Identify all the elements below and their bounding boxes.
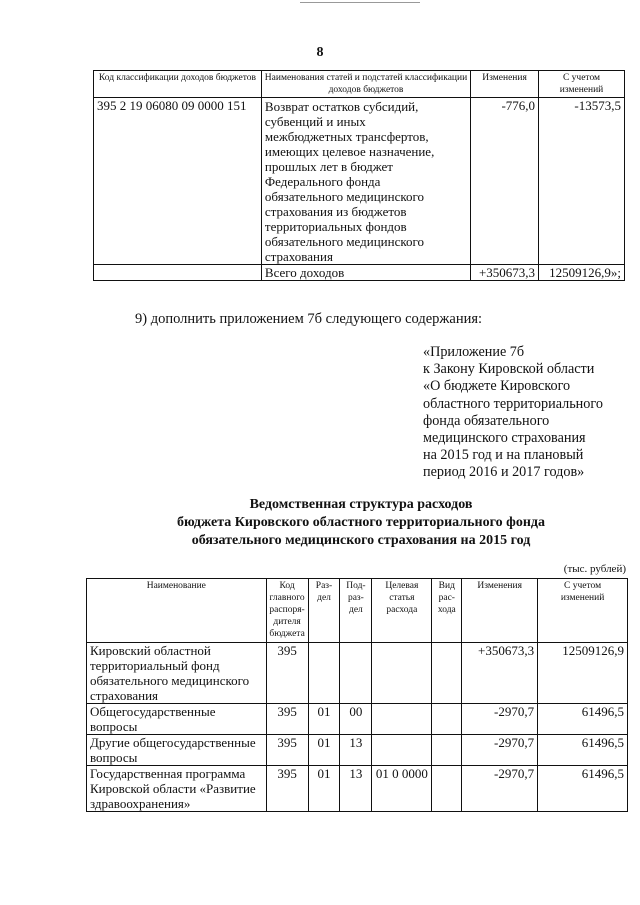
header-expense-type [432, 579, 462, 643]
header-line: С учетом [564, 581, 602, 591]
name-line: имеющих целевое назначение, [264, 144, 435, 159]
row-admin: 395 [266, 735, 308, 766]
header-line: дителя [273, 617, 301, 627]
name-line: Федерального фонда [264, 174, 381, 189]
name-line: страхования из бюджетов [264, 204, 407, 219]
total-change: +350673,3 [471, 265, 539, 281]
header-subsection [340, 579, 372, 643]
total-row [94, 265, 625, 281]
appendix-line: на 2015 год и на плановый [423, 447, 584, 464]
total-empty-cell [94, 265, 262, 281]
row-name [87, 766, 267, 812]
header-line: дел [317, 593, 331, 603]
name-line: обязательного медицинского [264, 189, 425, 204]
income-with-changes: -13573,5 [539, 98, 625, 265]
name-line: страхования [90, 688, 159, 703]
name-line: Кировский областной [90, 643, 211, 658]
header-line: дел [349, 605, 363, 615]
header-code: Код классификации доходов бюджетов [94, 71, 262, 98]
expenditure-table [86, 578, 628, 812]
header-with-changes [538, 579, 628, 643]
total-label: Всего доходов [261, 265, 470, 281]
row-type [432, 643, 462, 704]
row-change: -2970,7 [462, 704, 538, 735]
document-title [0, 496, 640, 550]
row-subsection: 13 [340, 766, 372, 812]
appendix-line: областного территориального [423, 395, 603, 412]
header-with-changes: С учетом изменений [539, 71, 625, 98]
header-line: Код [279, 581, 295, 591]
row-subsection [340, 643, 372, 704]
row-target [372, 643, 432, 704]
scan-top-line [300, 2, 420, 3]
name-line: здравоохранения» [90, 796, 191, 811]
header-target-article [372, 579, 432, 643]
row-section: 01 [308, 704, 340, 735]
appendix-line: к Закону Кировской области [423, 361, 595, 378]
total-with-changes: 12509126,9»; [539, 265, 625, 281]
header-line: хода [437, 605, 456, 615]
header-change: Изменения [462, 579, 538, 643]
title-line: бюджета Кировского областного территориального фонда [177, 515, 545, 530]
header-line: изменений [560, 593, 605, 603]
row-admin: 395 [266, 643, 308, 704]
name-line: территориальный фонд [90, 658, 220, 673]
name-line: субвенций и иных [264, 114, 366, 129]
row-section: 01 [308, 766, 340, 812]
income-table [93, 70, 625, 281]
row-change: -2970,7 [462, 735, 538, 766]
appendix-line: фонда обязательного [423, 412, 550, 429]
table-row [87, 766, 628, 812]
row-with-changes: 12509126,9 [538, 643, 628, 704]
amendment-paragraph: 9) дополнить приложением 7б следующего содержания: [135, 311, 483, 327]
name-line: обязательного медицинского [90, 673, 250, 688]
header-line: рас- [438, 593, 455, 603]
row-target [372, 735, 432, 766]
name-line: вопросы [90, 750, 138, 765]
header-line: Раз- [315, 581, 333, 591]
appendix-line: «Приложение 7б [423, 344, 525, 360]
header-name: Наименование [87, 579, 267, 643]
header-line: Вид [438, 581, 455, 591]
row-type [432, 735, 462, 766]
units-label: (тыс. рублей) [563, 563, 626, 575]
header-name: Наименования статей и подстатей классификации доходов бюджетов [261, 71, 470, 98]
row-name [87, 735, 267, 766]
name-line: Кировской области «Развитие [90, 781, 256, 796]
page-number: 8 [316, 45, 324, 60]
title-line: Ведомственная структура расходов [249, 497, 473, 512]
name-line: обязательного медицинского [264, 234, 425, 249]
name-line: Возврат остатков субсидий, [264, 99, 419, 114]
row-change: -2970,7 [462, 766, 538, 812]
income-table-header [94, 71, 625, 98]
appendix-line: медицинского страхования [423, 430, 586, 447]
name-line: Другие общегосударственные [90, 735, 256, 750]
row-subsection: 00 [340, 704, 372, 735]
row-subsection: 13 [340, 735, 372, 766]
header-line: Целевая [385, 581, 419, 591]
header-line: статья [389, 593, 415, 603]
header-section [308, 579, 340, 643]
header-line: расхода [386, 605, 418, 615]
row-section [308, 643, 340, 704]
income-name [261, 98, 470, 265]
header-admin-code [266, 579, 308, 643]
name-line: страхования [264, 249, 333, 264]
row-section: 01 [308, 735, 340, 766]
income-change: -776,0 [471, 98, 539, 265]
name-line: Государственная программа [90, 766, 246, 781]
row-change: +350673,3 [462, 643, 538, 704]
row-name [87, 704, 267, 735]
appendix-heading [423, 344, 603, 482]
row-with-changes: 61496,5 [538, 766, 628, 812]
name-line: территориальных фондов [264, 219, 407, 234]
header-line: раз- [347, 593, 364, 603]
table-row [87, 643, 628, 704]
table-row [94, 98, 625, 265]
title-line: обязательного медицинского страхования на 2015 год [191, 533, 531, 548]
row-with-changes: 61496,5 [538, 735, 628, 766]
income-code: 395 2 19 06080 09 0000 151 [94, 98, 262, 265]
header-line: главного [269, 593, 305, 603]
row-type [432, 766, 462, 812]
row-admin: 395 [266, 704, 308, 735]
expenditure-table-header [87, 579, 628, 643]
name-line: Общегосударственные [90, 704, 216, 719]
header-line: бюджета [269, 629, 305, 639]
appendix-line: период 2016 и 2017 годов» [423, 464, 585, 481]
row-target [372, 704, 432, 735]
row-name [87, 643, 267, 704]
name-line: межбюджетных трансфертов, [264, 129, 429, 144]
table-row [87, 735, 628, 766]
name-line: вопросы [90, 719, 138, 734]
row-type [432, 704, 462, 735]
header-line: распоря- [269, 605, 305, 615]
table-row [87, 704, 628, 735]
row-admin: 395 [266, 766, 308, 812]
name-line: прошлых лет в бюджет [264, 159, 393, 174]
header-change: Изменения [471, 71, 539, 98]
row-target: 01 0 0000 [372, 766, 432, 812]
appendix-line: «О бюджете Кировского [423, 378, 571, 395]
row-with-changes: 61496,5 [538, 704, 628, 735]
header-line: Под- [346, 581, 366, 591]
